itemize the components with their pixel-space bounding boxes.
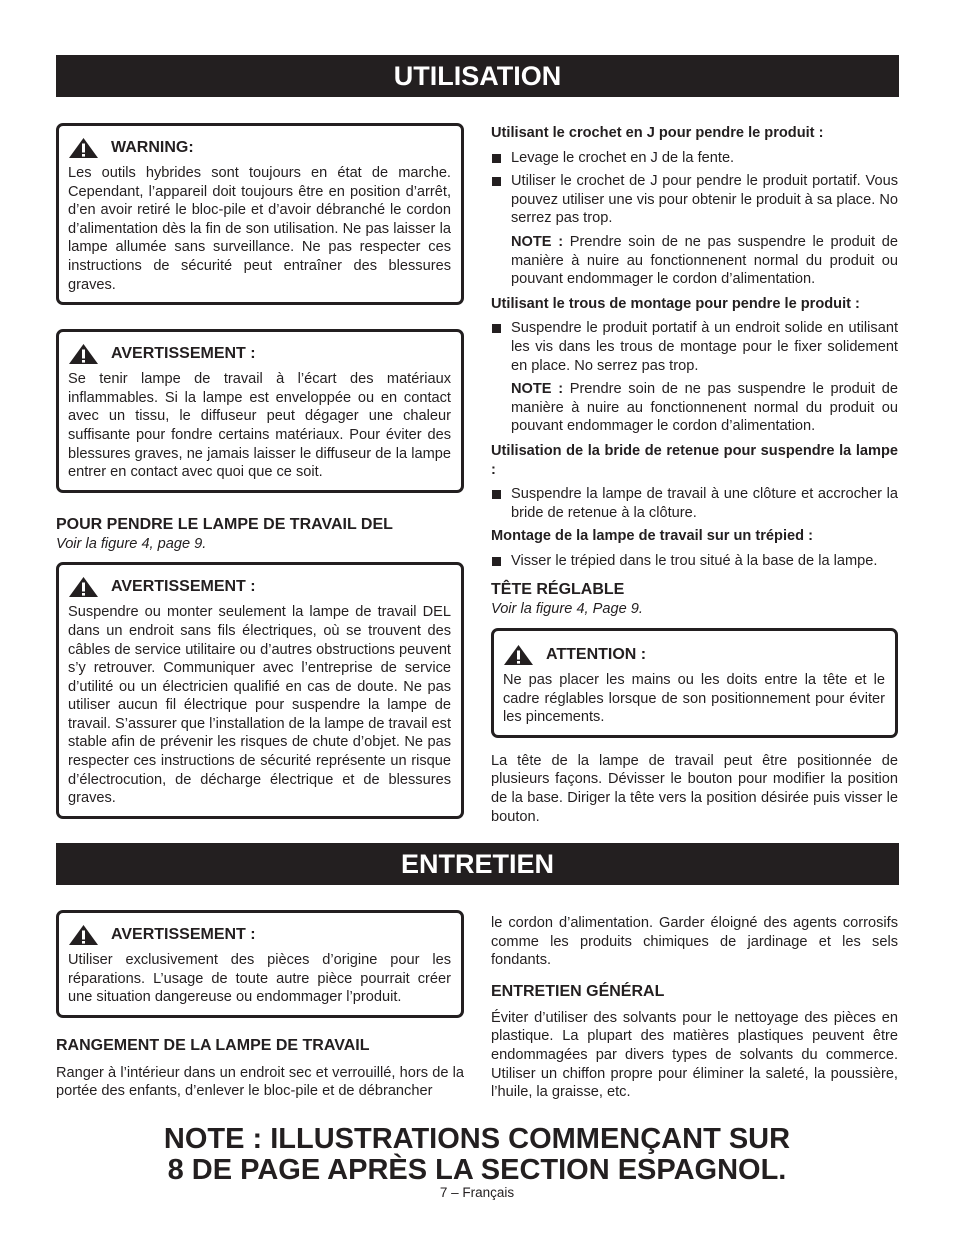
list-item: Visser le trépied dans le trou situé à la base de la lampe. xyxy=(491,552,898,571)
list-item: Suspendre la lampe de travail à une clôture et accrocher la bride de retenue à la clôture. xyxy=(491,485,898,522)
note-text: Prendre soin de ne pas suspendre le produit de manière à nuire au fonctionnenent normal du produit ou pouvant endommager le cordon d’alimentation. xyxy=(511,233,898,288)
illustrations-note xyxy=(0,1124,954,1186)
avertissement-box-title xyxy=(68,576,451,598)
warning-title-text: WARNING: xyxy=(111,138,194,156)
hang-section-title: POUR PENDRE LE LAMPE DE TRAVAIL DEL xyxy=(56,515,393,533)
illustrations-note-line2: 8 DE PAGE APRÈS LA SECTION ESPAGNOL. xyxy=(167,1154,787,1186)
utilisation-left-column xyxy=(56,123,464,843)
warning-triangle-icon xyxy=(68,343,99,365)
entretien-banner: ENTRETIEN xyxy=(56,843,899,885)
attention-text: Ne pas placer les mains ou les doits entre la tête et le cadre réglables lorsque de son positionnement pour éviter les pincements. xyxy=(503,672,885,726)
mount-holes-heading: Utilisant le trous de montage pour pendre le produit : xyxy=(491,295,860,312)
warning-triangle-icon xyxy=(503,644,534,666)
tripod-list xyxy=(491,552,898,571)
avertissement-box-title xyxy=(68,343,451,365)
utilisation-right-column xyxy=(491,124,898,826)
j-hook-heading: Utilisant le crochet en J pour pendre le produit : xyxy=(491,125,824,141)
avertissement-box-parts xyxy=(56,910,464,1018)
page-footer: 7 – Français xyxy=(439,1185,515,1200)
storage-title: RANGEMENT DE LA LAMPE DE TRAVAIL xyxy=(56,1036,370,1054)
avertissement-title-text: AVERTISSEMENT : xyxy=(111,578,256,596)
strap-heading: Utilisation de la bride de retenue pour suspendre la lampe : xyxy=(491,442,898,478)
mount-holes-list xyxy=(491,319,898,375)
tripod-heading: Montage de la lampe de travail sur un trépied : xyxy=(491,528,813,545)
j-hook-note xyxy=(491,233,898,289)
j-hook-list xyxy=(491,149,898,228)
warning-text: Les outils hybrides sont toujours en état de marche. Cependant, l’appareil doit toujours être en position d’arrêt, d’en avoir retiré le bloc-pile et d’avoir débranché le cordon d’alimentation dès la fin de son utilisation. Ne pas laisser la lampe allumée sans surveillance. Ne pas respecter ces instructions de sécurité peut entraîner des blessures graves. xyxy=(68,165,451,293)
note-text: Prendre soin de ne pas suspendre le produit de manière à nuire au fonctionnenent normal du produit ou pouvant endommager le cordon d’alimentation. xyxy=(511,381,898,435)
note-label: NOTE : xyxy=(511,233,564,250)
general-maintenance-text: Éviter d’utiliser des solvants pour le nettoyage des pièces en plastique. La plupart des matières plastiques peuvent être endommagées par divers types de solvants du commerce. Utiliser un chiffon propre pour éliminer la saleté, la poussière, l’huile, la graisse, etc. xyxy=(491,1009,898,1101)
adjustable-head-title: TÊTE RÉGLABLE xyxy=(491,581,625,599)
storage-text: Ranger à l’intérieur dans un endroit sec et verrouillé, hors de la portée des enfants, d’enlever le bloc-pile et de débrancher xyxy=(56,1064,464,1100)
warning-triangle-icon xyxy=(68,576,99,598)
warning-box xyxy=(56,123,464,305)
general-maintenance-title: ENTRETIEN GÉNÉRAL xyxy=(491,982,665,1000)
attention-title-text: ATTENTION : xyxy=(546,645,647,663)
avertissement-box-mounting xyxy=(56,562,464,819)
entretien-right-column xyxy=(491,914,898,1102)
avertissement-box-flammable xyxy=(56,329,464,493)
note-label: NOTE : xyxy=(511,381,564,398)
avertissement-box-title xyxy=(68,924,451,946)
warning-box-title xyxy=(68,137,451,159)
avertissement-text: Se tenir lampe de travail à l’écart des matériaux inflammables. Si la lampe est enveloppée ou en contact avec un tissu, le diffuseur peut dégager une chaleur suffisante pour fondre certains matériaux. Pour éviter des blessures graves, ne jamais laisser le diffuseur de la lampe entrer en contact avec quoi que ce soit. xyxy=(68,371,451,481)
illustrations-note-line1: NOTE : ILLUSTRATIONS COMMENÇANT SUR xyxy=(163,1123,791,1155)
avertissement-title-text: AVERTISSEMENT : xyxy=(111,925,256,943)
strap-list xyxy=(491,485,898,522)
list-item: Suspendre le produit portatif à un endroit solide en utilisant les vis dans les trous de montage pour le fixer solidement en place. No serrez pas trop. xyxy=(491,319,898,375)
hang-section-ref: Voir la figure 4, page 9. xyxy=(56,535,207,552)
list-item: Levage le crochet en J de la fente. xyxy=(491,149,898,168)
attention-box-title xyxy=(503,644,885,666)
adjustable-head-ref: Voir la figure 4, Page 9. xyxy=(491,601,643,618)
storage-text-continued: le cordon d’alimentation. Garder éloigné des agents corrosifs comme les produits chimiques de jardinage et les sels fondants. xyxy=(491,915,898,969)
entretien-left-column xyxy=(56,910,464,1101)
warning-triangle-icon xyxy=(68,924,99,946)
list-item: Utiliser le crochet de J pour pendre le produit portatif. Vous pouvez utiliser une vis pour obtenir le produit à sa place. No serrez pas trop. xyxy=(491,172,898,228)
avertissement-title-text: AVERTISSEMENT : xyxy=(111,344,256,362)
avertissement-text: Utiliser exclusivement des pièces d’origine pour les réparations. L’usage de toute autre pièce pourrait créer une situation dangereuse ou endommager l’produit. xyxy=(68,952,451,1006)
attention-box xyxy=(491,628,898,738)
adjustable-head-text: La tête de la lampe de travail peut être positionnée de plusieurs façons. Dévisser le bouton pour modifier la position de la base. Diriger la tête vers la position désirée puis visser le bouton. xyxy=(491,752,898,825)
utilisation-banner: UTILISATION xyxy=(56,55,899,97)
warning-triangle-icon xyxy=(68,137,99,159)
avertissement-text: Suspendre ou monter seulement la lampe de travail DEL dans un endroit sans fils électriques, où se trouvent des câbles de service utilitaire ou d’autres obstructions peuvent s’y retrouver. Communiquer avec l’entreprise de service d’utilité ou un électricien qualifié en cas de doute. Ne pas utiliser aucun fil électrique pour suspendre la lampe de travail. S’assurer que l’installation de la lampe de travail est stable afin de prévenir les risques de chute d’objet. Ne pas respecter ces instructions de sécurité représente un risque d’électrocution, de décharge électrique et de blessures graves. xyxy=(68,604,451,807)
mount-holes-note xyxy=(491,380,898,436)
